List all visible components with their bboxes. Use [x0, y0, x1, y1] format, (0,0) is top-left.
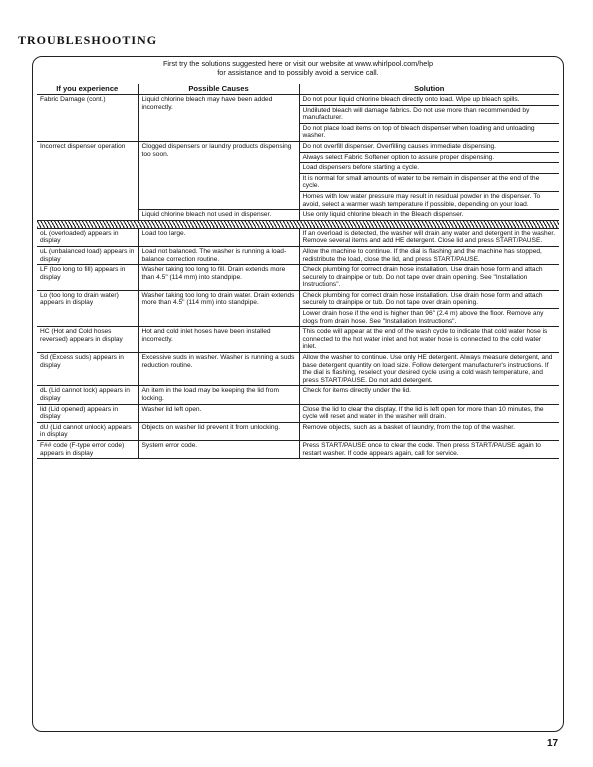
solution-cell: It is normal for small amounts of water to be remain in dispenser at the end of the cycle.	[299, 173, 559, 191]
table-row	[37, 327, 559, 353]
page-number: 17	[547, 738, 559, 749]
table-row	[37, 246, 559, 264]
solution-cell: This code will appear at the end of the wash cycle to indicate that cold water hose is connected to the hot water inlet and hot water hose is connected to the cold water inlet.	[299, 327, 559, 353]
symptom-cell: oL (overloaded) appears in display	[37, 228, 138, 246]
cause-cell: Load not balanced. The washer is running a load-balance correction routine.	[138, 246, 299, 264]
cause-cell: Hot and cold inlet hoses have been installed incorrectly.	[138, 327, 299, 353]
solution-cell: Undiluted bleach will damage fabrics. Do not use more than recommended by manufacturer.	[299, 105, 559, 123]
table-row	[37, 265, 559, 291]
cause-cell: Washer taking too long to drain water. Drain extends more than 4.5" (114 mm) into standpipe.	[138, 290, 299, 326]
solution-cell: Lower drain hose if the end is higher than 96" (2.4 m) above the floor. Remove any clogs from drain hose. See "Installation Instructions".	[299, 309, 559, 327]
symptom-cell: Incorrect dispenser operation	[37, 141, 138, 220]
cause-cell: An item in the load may be keeping the lid from locking.	[138, 386, 299, 404]
symptom-cell: Lo (too long to drain water) appears in display	[37, 290, 138, 326]
solution-cell: Close the lid to clear the display. If the lid is left open for more than 10 minutes, the cycle will reset and water in the washer will drain.	[299, 404, 559, 422]
table-body	[37, 95, 559, 459]
cause-cell: Washer taking too long to fill. Drain extends more than 4.5" (114 mm) into standpipe.	[138, 265, 299, 291]
symptom-cell: Fabric Damage (cont.)	[37, 95, 138, 142]
table-row	[37, 95, 559, 106]
cause-cell: Liquid chlorine bleach may have been added incorrectly.	[138, 95, 299, 142]
symptom-cell: Sd (Excess suds) appears in display	[37, 353, 138, 386]
table-row	[37, 228, 559, 246]
solution-cell: Do not pour liquid chlorine bleach directly onto load. Wipe up bleach spills.	[299, 95, 559, 106]
symptom-cell: dU (Lid cannot unlock) appears in display	[37, 422, 138, 440]
intro-line: for assistance and to possibly avoid a service call.	[217, 68, 379, 77]
solution-cell: If an overload is detected, the washer will drain any water and detergent in the washer. Remove several items and add HE detergent. Close lid and press START/PAUSE.	[299, 228, 559, 246]
cause-cell: Load too large.	[138, 228, 299, 246]
table-row	[37, 290, 559, 308]
cause-cell: Excessive suds in washer. Washer is running a suds reduction routine.	[138, 353, 299, 386]
solution-cell: Load dispensers before starting a cycle.	[299, 163, 559, 174]
solution-cell: Press START/PAUSE once to clear the code. Then press START/PAUSE again to restart washer. If code appears again, call for service.	[299, 440, 559, 458]
cause-cell: Washer lid left open.	[138, 404, 299, 422]
symptom-cell: F## code (F-type error code) appears in display	[37, 440, 138, 458]
solution-cell: Homes with low water pressure may result in residual powder in the dispenser. To avoid, select a warmer wash temperature if possible, depending on your load.	[299, 191, 559, 209]
solution-cell: Check plumbing for correct drain hose installation. Use drain hose form and attach securely to drainpipe or tub. Do not tape over drain opening. See "Installation Instructions".	[299, 265, 559, 291]
page-title: TROUBLESHOOTING	[18, 33, 158, 47]
table-header-row	[37, 84, 559, 95]
symptom-cell: lid (Lid opened) appears in display	[37, 404, 138, 422]
table-row	[37, 404, 559, 422]
symptom-cell: LF (too long to fill) appears in display	[37, 265, 138, 291]
cause-cell: Clogged dispensers or laundry products dispensing too soon.	[138, 141, 299, 209]
solution-cell: Allow the washer to continue. Use only HE detergent. Always measure detergent, and base detergent quantity on load size. Follow detergent manufacturer's instructions. If the dial is flashing, reselect your desired cycle using a cold wash temperature, and press START/PAUSE. Do not add detergent.	[299, 353, 559, 386]
solution-cell: Do not place load items on top of bleach dispenser when loading and unloading washer.	[299, 123, 559, 141]
solution-cell: Allow the machine to continue. If the dial is flashing and the machine has stopped, redistribute the load, close the lid, and press START/PAUSE.	[299, 246, 559, 264]
section-separator	[37, 220, 559, 228]
table-row	[37, 422, 559, 440]
header-possible-causes: Possible Causes	[138, 84, 299, 95]
table-row	[37, 440, 559, 458]
header-if-you-experience: If you experience	[37, 84, 138, 95]
solution-cell: Use only liquid chlorine bleach in the Bleach dispenser.	[299, 210, 559, 221]
intro-line: First try the solutions suggested here or visit our website at www.whirlpool.com/help	[162, 59, 434, 68]
header-solution: Solution	[299, 84, 559, 95]
symptom-cell: uL (unbalanced load) appears in display	[37, 246, 138, 264]
solution-cell: Remove objects, such as a basket of laundry, from the top of the washer.	[299, 422, 559, 440]
table-row	[37, 141, 559, 152]
symptom-cell: dL (Lid cannot lock) appears in display	[37, 386, 138, 404]
troubleshooting-table	[37, 84, 559, 459]
solution-cell: Do not overfill dispenser. Overfilling causes immediate dispensing.	[299, 141, 559, 152]
table-row	[37, 386, 559, 404]
cause-cell: Objects on washer lid prevent it from unlocking.	[138, 422, 299, 440]
symptom-cell: HC (Hot and Cold hoses reversed) appears in display	[37, 327, 138, 353]
separator-band	[37, 220, 559, 228]
solution-cell: Check plumbing for correct drain hose installation. Use drain hose form and attach securely to drainpipe or tub. Do not tape over drain opening.	[299, 290, 559, 308]
table-row	[37, 353, 559, 386]
cause-cell: Liquid chlorine bleach not used in dispenser.	[138, 210, 299, 221]
solution-cell: Always select Fabric Softener option to assure proper dispensing.	[299, 152, 559, 163]
cause-cell: System error code.	[138, 440, 299, 458]
intro-text	[32, 59, 564, 77]
solution-cell: Check for items directly under the lid.	[299, 386, 559, 404]
